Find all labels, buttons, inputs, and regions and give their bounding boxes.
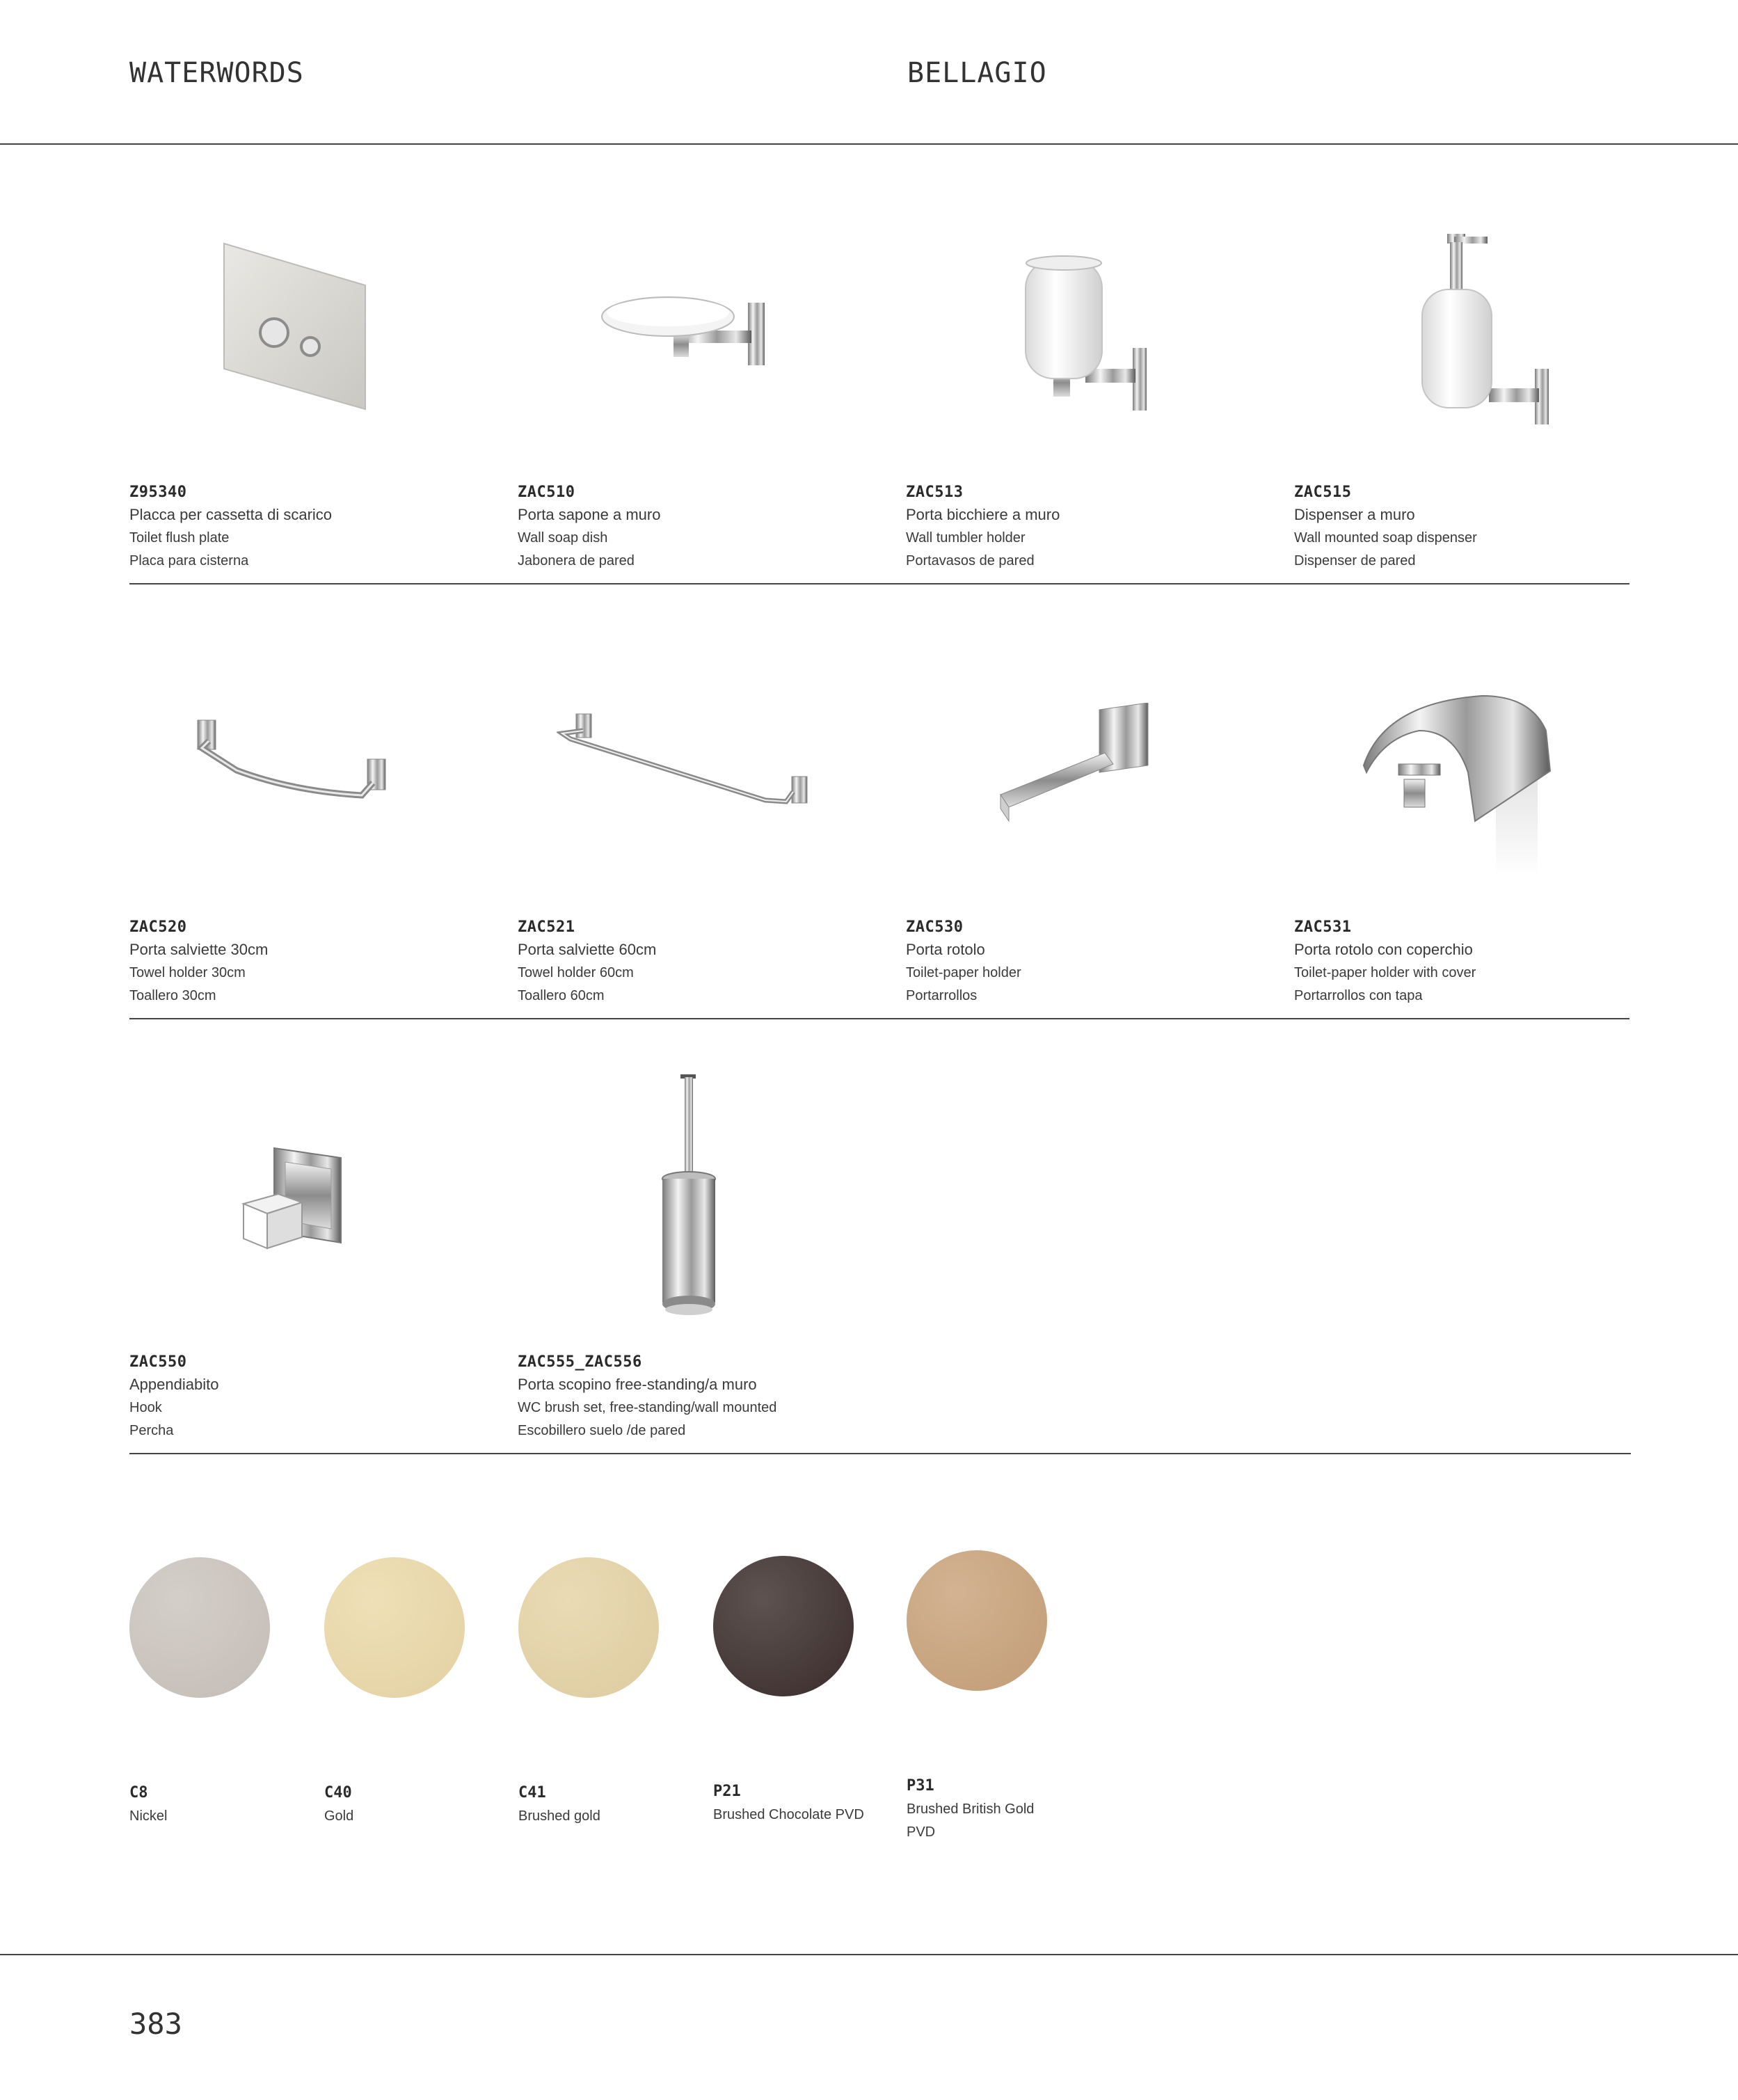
finish-swatch-nickel — [129, 1557, 270, 1698]
product-name-it: Porta salviette 60cm — [518, 941, 657, 958]
product-name-es: Placa para cisterna — [129, 553, 249, 568]
product-name-it: Dispenser a muro — [1294, 506, 1415, 523]
finish-swatch-brushed-british-gold — [907, 1550, 1047, 1691]
product-name-en: Wall tumbler holder — [906, 530, 1026, 546]
product-name-es: Toallero 60cm — [518, 988, 605, 1003]
finish-caption — [324, 1781, 505, 1828]
hook-icon — [237, 1141, 355, 1252]
finish-swatch-gold — [324, 1557, 465, 1698]
finish-code: C41 — [518, 1784, 546, 1801]
wc-brush-icon — [654, 1072, 731, 1322]
finish-code: C40 — [324, 1784, 352, 1801]
paper-holder-icon — [995, 703, 1155, 828]
product-name-en: Toilet-paper holder with cover — [1294, 965, 1476, 980]
product-code: Z95340 — [129, 484, 187, 501]
brand-name: WATERWORDS — [129, 57, 304, 89]
page-number: 383 — [129, 2007, 182, 2041]
flush-plate-icon — [209, 230, 390, 417]
product-name-it: Porta rotolo — [906, 941, 985, 958]
finish-code: P21 — [713, 1783, 741, 1800]
product-name-es: Portarrollos con tapa — [1294, 988, 1423, 1003]
product-name-it: Porta scopino free-standing/a muro — [518, 1376, 757, 1393]
soap-dish-icon — [598, 282, 779, 372]
product-name-it: Porta sapone a muro — [518, 506, 661, 523]
product-code: ZAC531 — [1294, 918, 1352, 936]
finish-code: C8 — [129, 1784, 148, 1801]
product-name-es: Portavasos de pared — [906, 553, 1035, 568]
product-name-en: Towel holder 30cm — [129, 965, 246, 980]
product-name-en: Toilet flush plate — [129, 530, 230, 546]
product-name-it: Porta salviette 30cm — [129, 941, 269, 958]
product-name-en: WC brush set, free-standing/wall mounted — [518, 1400, 777, 1415]
product-name-en: Towel holder 60cm — [518, 965, 634, 980]
soap-dispenser-icon — [1405, 230, 1558, 424]
towel-bar-60-icon — [557, 710, 821, 814]
product-name-en: Wall mounted soap dispenser — [1294, 530, 1477, 546]
product-code: ZAC550 — [129, 1353, 187, 1371]
product-code: ZAC520 — [129, 918, 187, 936]
product-name-it: Appendiabito — [129, 1376, 219, 1393]
finish-name: Brushed British Gold PVD — [907, 1801, 1035, 1840]
product-caption — [129, 482, 505, 573]
product-name-es: Portarrollos — [906, 988, 978, 1003]
product-name-es: Jabonera de pared — [518, 553, 635, 568]
row-divider — [129, 1453, 1631, 1454]
product-caption — [1294, 482, 1670, 573]
product-name-es: Escobillero suelo /de pared — [518, 1423, 686, 1438]
product-caption — [129, 917, 505, 1008]
finish-code: P31 — [907, 1777, 934, 1795]
product-name-it: Porta rotolo con coperchio — [1294, 941, 1473, 958]
product-caption — [518, 482, 893, 573]
collection-name: BELLAGIO — [907, 57, 1047, 89]
product-caption — [1294, 917, 1670, 1008]
row-divider — [129, 583, 1629, 584]
finish-name: Brushed gold — [518, 1808, 600, 1824]
covered-paper-holder-icon — [1357, 689, 1558, 884]
product-code: ZAC515 — [1294, 484, 1352, 501]
product-caption — [518, 917, 893, 1008]
product-caption — [906, 482, 1282, 573]
header-divider — [0, 143, 1738, 145]
product-name-en: Wall soap dish — [518, 530, 608, 546]
row-divider — [129, 1018, 1629, 1019]
product-code: ZAC510 — [518, 484, 575, 501]
finish-caption — [907, 1774, 1046, 1844]
finish-name: Brushed Chocolate PVD — [713, 1807, 864, 1822]
finish-caption — [129, 1781, 310, 1828]
product-code: ZAC530 — [906, 918, 964, 936]
product-name-es: Percha — [129, 1423, 174, 1438]
finish-caption — [518, 1781, 699, 1828]
product-code: ZAC555_ZAC556 — [518, 1353, 642, 1371]
product-caption — [129, 1352, 505, 1442]
product-name-it: Placca per cassetta di scarico — [129, 506, 333, 523]
finish-swatch-brushed-gold — [518, 1557, 659, 1698]
product-code: ZAC513 — [906, 484, 964, 501]
towel-bar-30-icon — [195, 713, 404, 804]
finish-name: Gold — [324, 1808, 354, 1824]
product-name-es: Toallero 30cm — [129, 988, 216, 1003]
product-name-it: Porta bicchiere a muro — [906, 506, 1060, 523]
product-caption — [906, 917, 1282, 1008]
product-code: ZAC521 — [518, 918, 575, 936]
finish-caption — [713, 1780, 894, 1827]
product-name-en: Toilet-paper holder — [906, 965, 1021, 980]
product-caption — [518, 1352, 1005, 1442]
product-name-en: Hook — [129, 1400, 162, 1415]
footer-divider — [0, 1954, 1738, 1955]
finish-name: Nickel — [129, 1808, 168, 1824]
product-name-es: Dispenser de pared — [1294, 553, 1416, 568]
tumbler-holder-icon — [1016, 250, 1155, 417]
finish-swatch-brushed-chocolate — [713, 1556, 854, 1696]
